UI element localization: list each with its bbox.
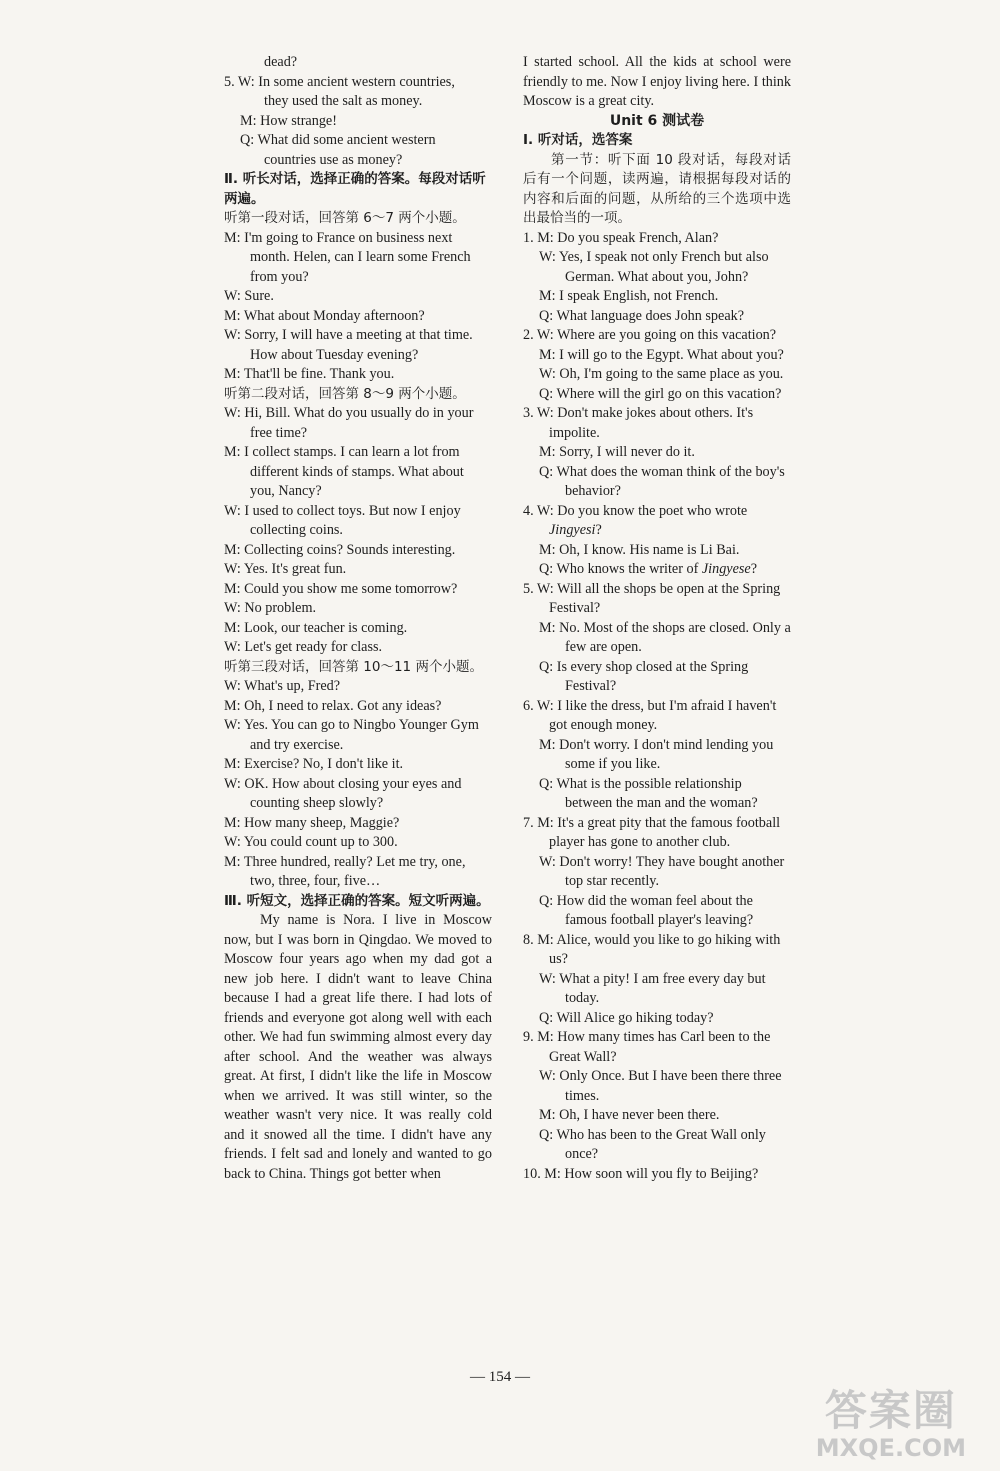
right-line: M: No. Most of the shops are closed. Only a few are open. bbox=[539, 619, 791, 655]
right-line: W: Yes, I speak not only French but also German. What about you, John? bbox=[539, 249, 769, 285]
left-line: 听第一段对话，回答第 6～7 两个小题。 bbox=[224, 210, 466, 226]
right-line: Q: Is every shop closed at the Spring Festival? bbox=[539, 658, 749, 694]
right-line: Q: Who has been to the Great Wall only once? bbox=[539, 1126, 766, 1162]
left-line: Ⅲ. 听短文，选择正确的答案。短文听两遍。 bbox=[224, 892, 490, 909]
left-line: W: You could count up to 300. bbox=[224, 834, 398, 850]
right-column bbox=[523, 53, 791, 1184]
watermark-url: MXQE.COM bbox=[815, 1434, 966, 1462]
left-line: W: Yes. It's great fun. bbox=[224, 561, 347, 577]
right-line: 4. W: Do you know the poet who wrote Jingyesi? bbox=[523, 502, 748, 538]
left-line: M: Exercise? No, I don't like it. bbox=[224, 756, 404, 772]
left-line: M: Look, our teacher is coming. bbox=[224, 619, 408, 636]
left-line: dead? bbox=[264, 54, 298, 70]
right-line: 5. W: Will all the shops be open at the Spring Festival? bbox=[523, 580, 781, 616]
right-line: 1. M: Do you speak French, Alan? bbox=[523, 229, 719, 246]
left-line: they used the salt as money. bbox=[264, 93, 423, 109]
left-line: M: Could you show me some tomorrow? bbox=[224, 580, 458, 597]
right-line: M: Sorry, I will never do it. bbox=[539, 444, 695, 460]
left-line: 5. W: In some ancient western countries, bbox=[224, 73, 455, 90]
left-line: M: I collect stamps. I can learn a lot from different kinds of stamps. What about you, Nancy? bbox=[224, 444, 464, 499]
left-line: M: Three hundred, really? Let me try, one, two, three, four, five… bbox=[224, 853, 466, 889]
right-line: M: Oh, I have never been there. bbox=[539, 1107, 720, 1123]
left-line: W: What's up, Fred? bbox=[224, 678, 341, 694]
right-line: W: What a pity! I am free every day but today. bbox=[539, 970, 766, 1006]
right-line: I started school. All the kids at school were friendly to me. Now I enjoy living here. I think Moscow is a great city. bbox=[523, 54, 791, 109]
left-line: M: How many sheep, Maggie? bbox=[224, 814, 400, 831]
left-line: M: How strange! bbox=[240, 112, 337, 129]
left-line: W: No problem. bbox=[224, 600, 317, 616]
left-line: M: What about Monday afternoon? bbox=[224, 307, 425, 324]
right-line: Q: Will Alice go hiking today? bbox=[539, 1009, 714, 1026]
right-line: M: Don't worry. I don't mind lending you some if you like. bbox=[539, 736, 774, 772]
left-line: W: Sure. bbox=[224, 288, 274, 304]
right-line: Q: What language does John speak? bbox=[539, 307, 745, 324]
right-line: 第一节：听下面 10 段对话，每段对话后有一个问题，读两遍，请根据每段对话的内容和后面的问题，从所给的三个选项中选出最恰当的一项。 bbox=[523, 151, 791, 226]
left-line: countries use as money? bbox=[264, 151, 403, 168]
right-line: Q: Where will the girl go on this vacation? bbox=[539, 385, 782, 402]
left-line: W: Yes. You can go to Ningbo Younger Gym and try exercise. bbox=[224, 717, 479, 753]
right-line: M: I speak English, not French. bbox=[539, 288, 719, 304]
page-number: — 154 — bbox=[470, 1369, 530, 1385]
left-line: Ⅱ. 听长对话，选择正确的答案。每段对话听两遍。 bbox=[224, 171, 486, 207]
right-line: 8. M: Alice, would you like to go hiking with us? bbox=[523, 931, 781, 967]
right-line: Q: What does the woman think of the boy's behavior? bbox=[539, 463, 785, 499]
right-line: Ⅰ. 听对话，选答案 bbox=[523, 132, 633, 148]
right-line: W: Oh, I'm going to the same place as you. bbox=[539, 366, 784, 382]
left-column bbox=[224, 53, 492, 1184]
right-line: Q: What is the possible relationship between the man and the woman? bbox=[539, 775, 758, 811]
right-line: 10. M: How soon will you fly to Beijing? bbox=[523, 1165, 759, 1182]
right-line: 3. W: Don't make jokes about others. It's impolite. bbox=[523, 405, 754, 441]
watermark-text: 答案圈 bbox=[824, 1386, 957, 1435]
right-line: 9. M: How many times has Carl been to the Great Wall? bbox=[523, 1029, 771, 1065]
left-line: M: Oh, I need to relax. Got any ideas? bbox=[224, 697, 442, 714]
left-line: M: Collecting coins? Sounds interesting. bbox=[224, 541, 456, 558]
left-line: M: I'm going to France on business next month. Helen, can I learn some French from you? bbox=[224, 229, 471, 285]
right-line: W: Don't worry! They have bought another top star recently. bbox=[539, 853, 785, 889]
watermark-logo bbox=[816, 1388, 966, 1462]
right-line: W: Only Once. But I have been there three times. bbox=[539, 1068, 782, 1104]
right-line: 6. W: I like the dress, but I'm afraid I haven't got enough money. bbox=[523, 697, 777, 733]
right-line: M: Oh, I know. His name is Li Bai. bbox=[539, 541, 740, 558]
left-line: W: Hi, Bill. What do you usually do in your free time? bbox=[224, 405, 474, 441]
right-line: Unit 6 测试卷 bbox=[609, 112, 705, 129]
right-line: Q: How did the woman feel about the famous football player's leaving? bbox=[539, 892, 754, 928]
right-line: Q: Who knows the writer of Jingyese? bbox=[539, 561, 758, 577]
left-line: 听第二段对话，回答第 8～9 两个小题。 bbox=[224, 385, 466, 402]
left-line: 听第三段对话，回答第 10～11 两个小题。 bbox=[224, 658, 483, 675]
left-line: W: Let's get ready for class. bbox=[224, 639, 383, 655]
left-line: My name is Nora. I live in Moscow now, but I was born in Qingdao. We moved to Moscow four years ago when my dad got a new job here. I didn't want to leave China because I had a great life there. I had lots of friends and everyone got along well with each other. We had fun swimming almost every day after school. And the weather was always great. At first, I didn't like the life in Moscow when we arrived. It was still winter, so the weather wasn't very nice. It was really cold and it snowed all the time. I didn't have any friends. I felt sad and lonely and wanted to go back to China. Things got better when bbox=[224, 912, 492, 1182]
left-line: Q: What did some ancient western bbox=[240, 132, 436, 148]
right-line: 7. M: It's a great pity that the famous football player has gone to another club. bbox=[523, 814, 781, 850]
left-line: M: That'll be fine. Thank you. bbox=[224, 366, 395, 382]
left-line: W: I used to collect toys. But now I enjoy collecting coins. bbox=[224, 502, 461, 538]
left-line: W: Sorry, I will have a meeting at that time. How about Tuesday evening? bbox=[224, 327, 473, 363]
left-line: W: OK. How about closing your eyes and counting sheep slowly? bbox=[224, 775, 462, 811]
right-line: M: I will go to the Egypt. What about you? bbox=[539, 346, 784, 363]
right-line: 2. W: Where are you going on this vacation? bbox=[523, 327, 777, 343]
